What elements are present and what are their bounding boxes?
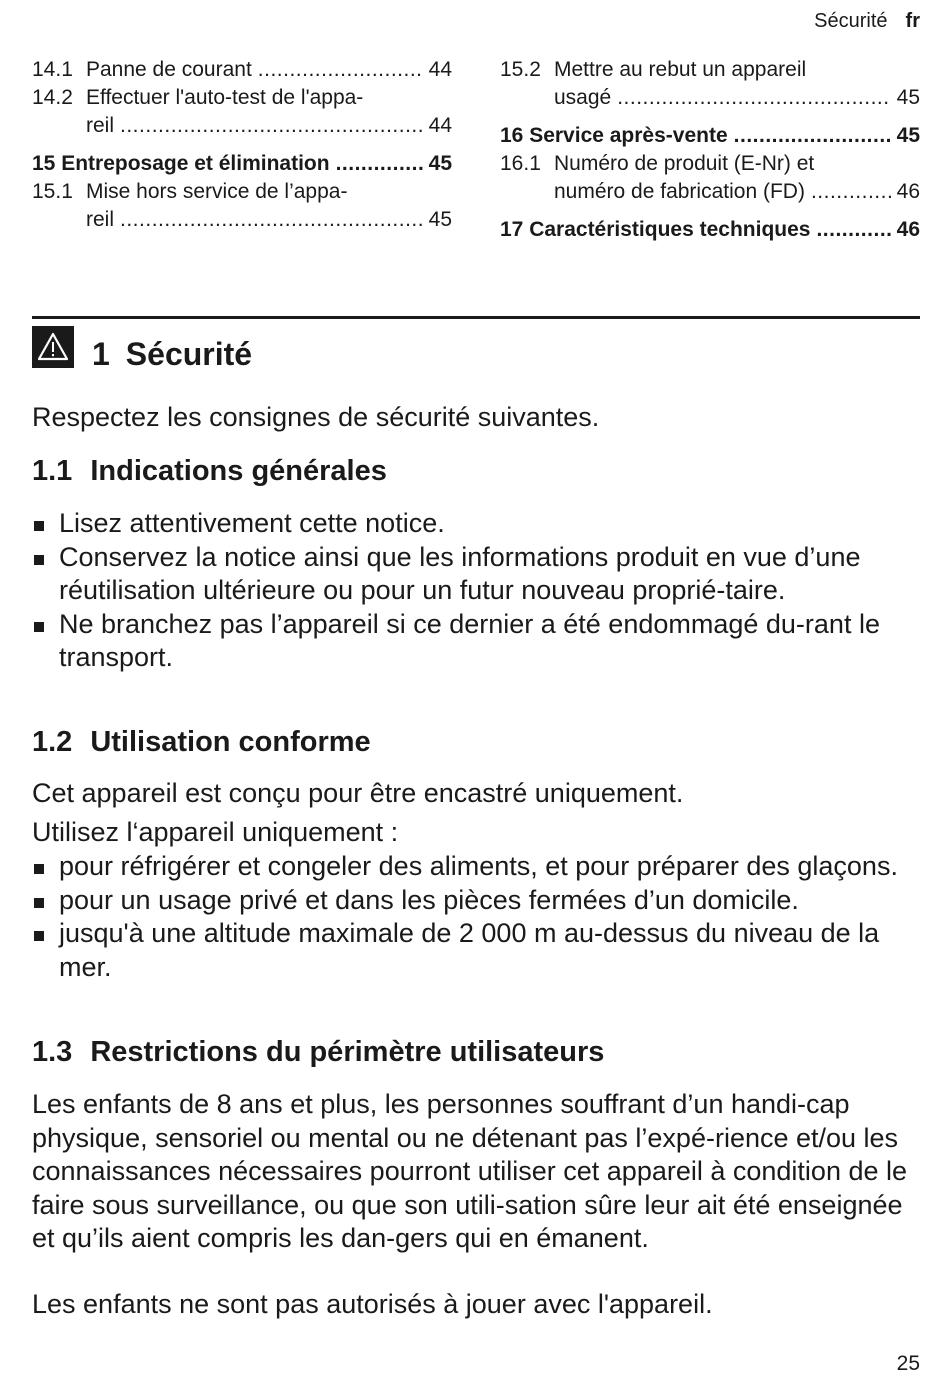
toc-text: Mise hors service de l’appa-	[86, 180, 348, 203]
toc-page: 45	[896, 124, 920, 147]
toc-leader	[258, 56, 423, 84]
toc-entry-15-1[interactable]	[32, 178, 452, 234]
subsection-heading-1-1	[32, 455, 387, 488]
toc-page: 46	[896, 218, 920, 241]
toc-leader	[336, 150, 423, 178]
toc-entry-14-2[interactable]	[32, 84, 452, 140]
toc-leader	[120, 112, 423, 140]
subsection-title: Utilisation conforme	[90, 726, 371, 758]
paragraph: Les enfants de 8 ans et plus, les personnes souffrant d’un handi-cap physique, sensoriel ou mental ou ne détenant pas l’expé-rience et/ou les connaissances nécessaires pourront utiliser cet appareil à condition de le faire sous surveillance, ou que son utili-sation sûre leur ait été enseignée et qu’ils aient compris les dan-gers qui en émanent.	[32, 1089, 908, 1253]
toc-entry-15[interactable]	[32, 150, 452, 178]
section-intro: Respectez les consignes de sécurité suivantes.	[32, 402, 600, 432]
toc-number: 14.2	[32, 86, 73, 109]
toc-text: usagé	[554, 86, 612, 109]
section-heading	[92, 336, 252, 373]
subsection-number: 1.1	[32, 455, 73, 487]
toc-leader	[816, 216, 890, 244]
toc-text: numéro de fabrication (FD)	[554, 180, 805, 203]
header-section: Sécurité	[814, 10, 888, 32]
toc-number: 16.1	[500, 152, 541, 175]
general-indications-list	[32, 507, 912, 675]
warning-triangle-icon	[32, 326, 74, 368]
toc-number: 15.1	[32, 180, 73, 203]
paragraph: Cet appareil est conçu pour être encastré uniquement.	[32, 778, 684, 808]
intended-use-list	[32, 850, 912, 984]
subsection-title: Restrictions du périmètre utilisateurs	[90, 1036, 605, 1068]
toc-page: 45	[896, 86, 920, 109]
subsection-number: 1.2	[32, 726, 73, 758]
toc-text: Numéro de produit (E-Nr) et	[554, 152, 815, 175]
toc-text: 16 Service après-vente	[500, 124, 728, 147]
toc-page: 46	[896, 180, 920, 203]
toc-left-column	[32, 56, 452, 234]
list-item: Conservez la notice ainsi que les informations produit en vue d’une réutilisation ultérieure ou pour un futur nouveau proprié-taire.	[32, 541, 912, 608]
toc-leader	[811, 178, 891, 206]
toc-text: Mettre au rebut un appareil	[554, 58, 807, 81]
toc-text: Panne de courant	[86, 58, 252, 81]
list-item: Ne branchez pas l’appareil si ce dernier a été endommagé du-rant le transport.	[32, 608, 912, 675]
toc-entry-16[interactable]	[500, 122, 920, 150]
list-item: Lisez attentivement cette notice.	[32, 507, 912, 541]
subsection-heading-1-3	[32, 1036, 604, 1069]
toc-number: 14.1	[32, 58, 73, 81]
toc-entry-17[interactable]	[500, 216, 920, 244]
header-language: fr	[905, 10, 920, 32]
toc-entry-15-2[interactable]	[500, 56, 920, 112]
toc-leader	[734, 122, 891, 150]
section-number: 1	[92, 336, 110, 372]
toc-text: reil	[86, 208, 115, 231]
running-header	[814, 10, 920, 33]
section-title: Sécurité	[125, 336, 253, 372]
toc-page: 45	[428, 208, 452, 231]
toc-entry-16-1[interactable]	[500, 150, 920, 206]
toc-page: 45	[428, 152, 452, 175]
toc-text: reil	[86, 114, 115, 137]
subsection-heading-1-2	[32, 726, 371, 759]
subsection-title: Indications générales	[90, 455, 387, 487]
toc-right-column	[500, 56, 920, 244]
toc-text: 15 Entreposage et élimination	[32, 152, 330, 175]
paragraph: Les enfants ne sont pas autorisés à jouer avec l'appareil.	[32, 1289, 713, 1319]
toc-number: 15.2	[500, 58, 541, 81]
toc-page: 44	[428, 58, 452, 81]
paragraph: Utilisez l‘appareil uniquement :	[32, 817, 399, 847]
list-item: pour un usage privé et dans les pièces fermées d’un domicile.	[32, 884, 912, 918]
toc-leader	[617, 84, 890, 112]
list-item: pour réfrigérer et congeler des aliments, et pour préparer des glaçons.	[32, 850, 912, 884]
toc-text: Effectuer l'auto-test de l'appa-	[86, 86, 364, 109]
toc-entry-14-1[interactable]	[32, 56, 452, 84]
toc-text: 17 Caractéristiques techniques	[500, 218, 811, 241]
toc-leader	[120, 206, 423, 234]
section-divider	[32, 316, 920, 319]
list-item: jusqu'à une altitude maximale de 2 000 m au-dessus du niveau de la mer.	[32, 917, 912, 984]
page-number: 25	[896, 1352, 920, 1375]
subsection-number: 1.3	[32, 1036, 73, 1068]
toc-page: 44	[428, 114, 452, 137]
